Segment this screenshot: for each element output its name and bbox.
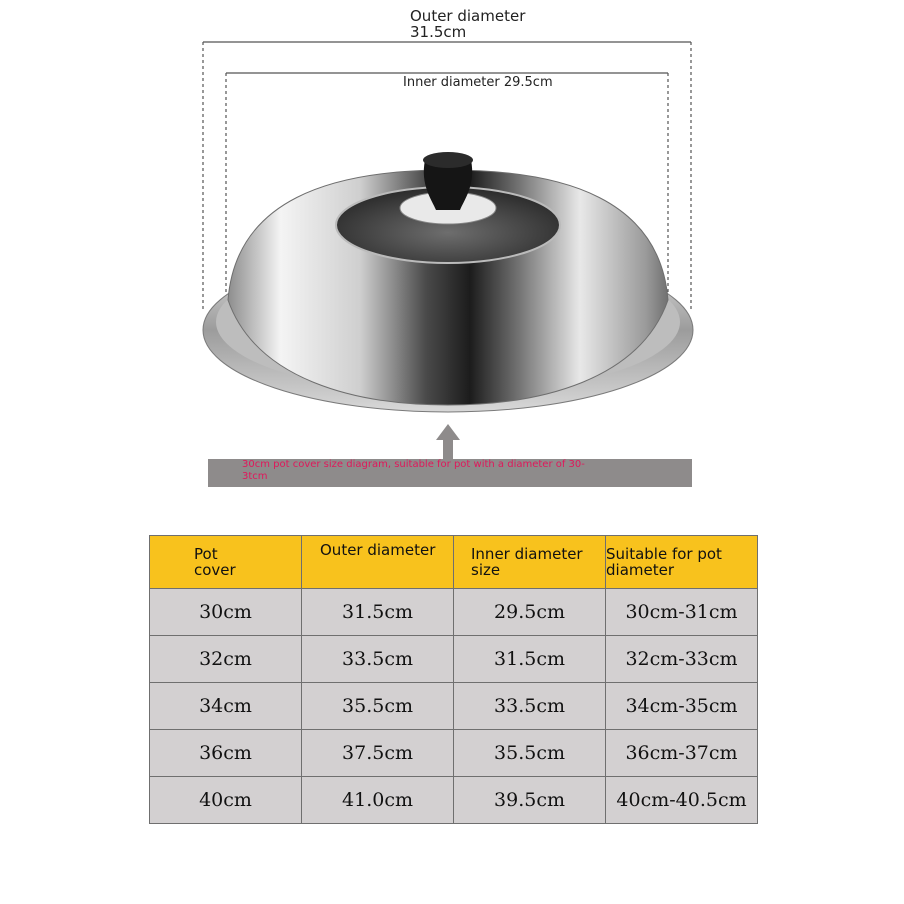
header-label: Pot cover [194, 545, 236, 579]
table-row [150, 730, 758, 777]
inner-diameter-label: Inner diameter 29.5cm [403, 75, 553, 90]
header-label: Inner diameter size [471, 545, 583, 579]
cell-inner-diameter: 31.5cm [454, 636, 606, 683]
header-inner-diameter [454, 536, 606, 589]
header-suitable-diameter [606, 536, 758, 589]
table-row [150, 683, 758, 730]
cell-pot-cover: 32cm [150, 636, 302, 683]
table-row [150, 589, 758, 636]
cell-pot-cover: 40cm [150, 777, 302, 824]
cell-outer-diameter: 35.5cm [302, 683, 454, 730]
header-label: Outer diameter [320, 541, 436, 559]
size-caption: 30cm pot cover size diagram, suitable for pot with a diameter of 30-3tcm [242, 459, 585, 482]
cell-inner-diameter: 33.5cm [454, 683, 606, 730]
cell-outer-diameter: 31.5cm [302, 589, 454, 636]
cell-inner-diameter: 35.5cm [454, 730, 606, 777]
header-pot-cover [150, 536, 302, 589]
outer-diameter-value: 31.5cm [410, 23, 467, 41]
size-table [149, 535, 758, 824]
cell-pot-cover: 36cm [150, 730, 302, 777]
cell-pot-cover: 30cm [150, 589, 302, 636]
header-outer-diameter [302, 536, 454, 589]
cell-pot-cover: 34cm [150, 683, 302, 730]
cell-suitable-diameter: 36cm-37cm [606, 730, 758, 777]
cell-suitable-diameter: 34cm-35cm [606, 683, 758, 730]
cell-outer-diameter: 37.5cm [302, 730, 454, 777]
cell-suitable-diameter: 40cm-40.5cm [606, 777, 758, 824]
cell-suitable-diameter: 30cm-31cm [606, 589, 758, 636]
cell-inner-diameter: 29.5cm [454, 589, 606, 636]
table-row [150, 636, 758, 683]
outer-diameter-title: Outer diameter [410, 7, 526, 25]
cell-inner-diameter: 39.5cm [454, 777, 606, 824]
cell-outer-diameter: 41.0cm [302, 777, 454, 824]
cell-outer-diameter: 33.5cm [302, 636, 454, 683]
cell-suitable-diameter: 32cm-33cm [606, 636, 758, 683]
up-arrow-icon [436, 424, 460, 460]
table-row [150, 777, 758, 824]
table-header-row [150, 536, 758, 589]
header-label: Suitable for pot diameter [606, 545, 722, 579]
